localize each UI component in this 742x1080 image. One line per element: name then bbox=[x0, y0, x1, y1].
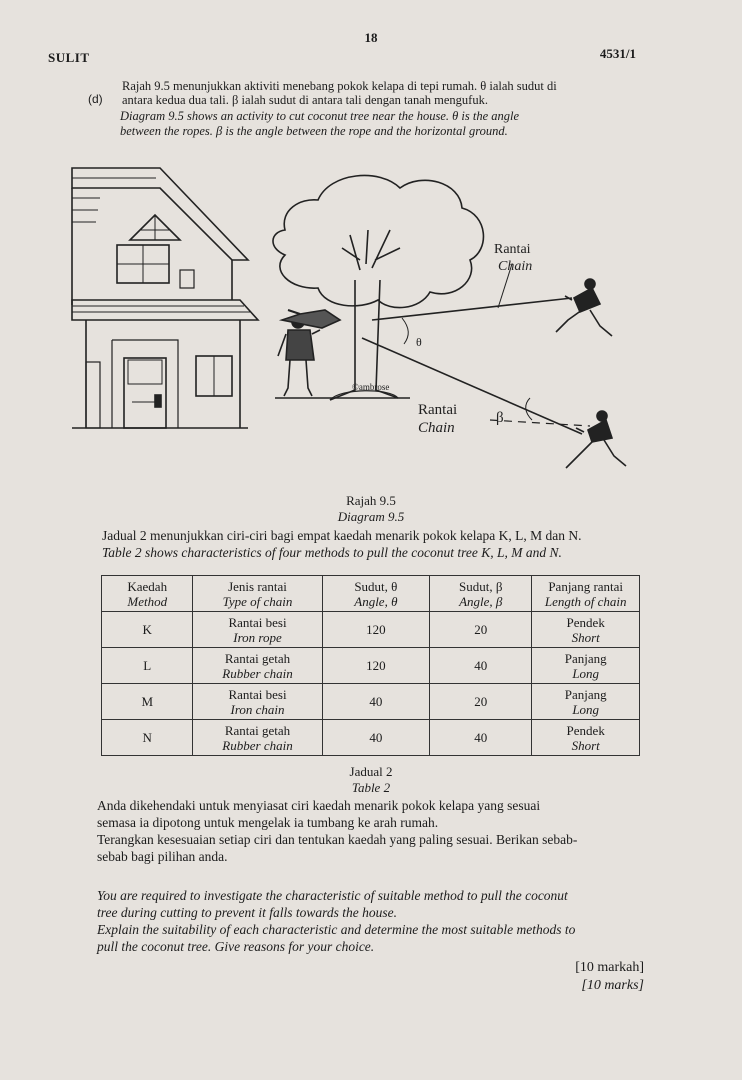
chain-malay: Rantai besi bbox=[228, 686, 287, 702]
intro-malay-line-1: Rajah 9.5 menunjukkan aktiviti menebang pokok kelapa di tepi rumah. θ ialah sudut di bbox=[122, 79, 557, 93]
instruction-english-line-2: tree during cutting to prevent it falls towards the house. bbox=[97, 905, 397, 920]
diagram-9-5 bbox=[0, 160, 742, 490]
beta-cell: 20 bbox=[430, 684, 532, 720]
table-row bbox=[102, 720, 640, 756]
diagram-caption-english: Diagram 9.5 bbox=[337, 509, 405, 524]
instruction-english-line-3: Explain the suitability of each characteristic and determine the most suitable methods to bbox=[97, 922, 576, 937]
beta-cell: 40 bbox=[430, 720, 532, 756]
marks-english: [10 marks] bbox=[581, 978, 644, 993]
lower-chain-label-malay: Rantai bbox=[418, 402, 458, 418]
chain-english: Rubber chain bbox=[222, 737, 293, 753]
tree-drawing bbox=[273, 176, 483, 401]
table-row bbox=[102, 612, 640, 648]
upper-chain-label-malay: Rantai bbox=[494, 242, 531, 257]
length-english: Long bbox=[572, 701, 600, 717]
theta-cell: 120 bbox=[322, 648, 430, 684]
length-cell bbox=[532, 720, 640, 756]
length-malay: Panjang bbox=[564, 650, 607, 666]
paper-code: 4531/1 bbox=[599, 46, 636, 61]
theta-cell: 40 bbox=[322, 684, 430, 720]
theta-label: θ bbox=[416, 335, 422, 349]
theta-cell: 40 bbox=[322, 720, 430, 756]
instruction-english-line-1: You are required to investigate the characteristic of suitable method to pull the coconut bbox=[97, 888, 568, 903]
chain-malay: Rantai besi bbox=[228, 614, 287, 630]
beta-cell: 40 bbox=[430, 648, 532, 684]
length-english: Short bbox=[571, 737, 600, 753]
table-row bbox=[102, 684, 640, 720]
instruction-malay-line-1: Anda dikehendaki untuk menyiasat ciri kaedah menarik pokok kelapa yang sesuai bbox=[97, 798, 541, 813]
length-malay: Pendek bbox=[566, 722, 605, 738]
method-cell: K bbox=[102, 612, 193, 648]
diagram-caption-malay: Rajah 9.5 bbox=[346, 493, 396, 508]
lumberjack-drawing bbox=[278, 310, 340, 396]
question-label: (d) bbox=[88, 92, 103, 106]
chain-type-cell bbox=[193, 648, 322, 684]
chain-english: Iron rope bbox=[233, 629, 282, 645]
length-cell bbox=[532, 648, 640, 684]
chain-type-cell bbox=[193, 684, 322, 720]
length-english: Short bbox=[571, 629, 600, 645]
header-method-english: Method bbox=[127, 593, 168, 609]
instruction-malay-line-3: Terangkan kesesuaian setiap ciri dan tentukan kaedah yang paling sesuai. Berikan sebab- bbox=[97, 832, 578, 847]
header-beta bbox=[430, 576, 532, 612]
header-method bbox=[102, 576, 193, 612]
table-header-row bbox=[102, 576, 640, 612]
header-length-malay: Panjang rantai bbox=[548, 578, 624, 594]
table-caption-malay: Jadual 2 bbox=[349, 764, 393, 779]
upper-chain-label-english: Chain bbox=[498, 259, 533, 274]
intro-malay-line-2: antara kedua dua tali. β ialah sudut di antara tali dengan tanah mengufuk. bbox=[122, 93, 488, 107]
method-cell: N bbox=[102, 720, 193, 756]
table-intro-malay: Jadual 2 menunjukkan ciri-ciri bagi empat kaedah menarik pokok kelapa K, L, M dan N. bbox=[102, 528, 582, 543]
header-theta bbox=[322, 576, 430, 612]
header-chain-type-malay: Jenis rantai bbox=[228, 578, 287, 594]
method-cell: L bbox=[102, 648, 193, 684]
header-theta-malay: Sudut, θ bbox=[354, 578, 398, 594]
copyright-label: ©ambrose bbox=[352, 382, 390, 392]
marks-malay: [10 markah] bbox=[575, 960, 644, 975]
length-cell bbox=[532, 684, 640, 720]
header-beta-malay: Sudut, β bbox=[459, 578, 503, 594]
instruction-english-line-4: pull the coconut tree. Give reasons for your choice. bbox=[97, 939, 375, 954]
header-length-english: Length of chain bbox=[544, 593, 627, 609]
instruction-malay-line-4: sebab bagi pilihan anda. bbox=[97, 849, 228, 864]
intro-english-line-2: between the ropes. β is the angle between the rope and the horizontal ground. bbox=[120, 124, 508, 138]
table-caption-english: Table 2 bbox=[351, 780, 391, 795]
lower-chain-label-english: Chain bbox=[418, 420, 455, 436]
length-english: Long bbox=[572, 665, 600, 681]
theta-cell: 120 bbox=[322, 612, 430, 648]
puller-figures bbox=[556, 279, 626, 468]
chain-type-cell bbox=[193, 612, 322, 648]
length-malay: Panjang bbox=[564, 686, 607, 702]
table-intro-english: Table 2 shows characteristics of four methods to pull the coconut tree K, L, M and N. bbox=[102, 545, 562, 560]
chain-english: Iron chain bbox=[230, 701, 285, 717]
table-row bbox=[102, 648, 640, 684]
classification-label: SULIT bbox=[48, 50, 90, 65]
chain-malay: Rantai getah bbox=[224, 650, 291, 666]
method-cell: M bbox=[102, 684, 193, 720]
page-number: 18 bbox=[364, 30, 378, 45]
beta-label: β bbox=[496, 410, 504, 426]
header-length bbox=[532, 576, 640, 612]
length-malay: Pendek bbox=[566, 614, 605, 630]
header-chain-type bbox=[193, 576, 322, 612]
chain-english: Rubber chain bbox=[222, 665, 293, 681]
header-chain-type-english: Type of chain bbox=[222, 593, 293, 609]
instruction-malay-line-2: semasa ia dipotong untuk mengelak ia tumbang ke arah rumah. bbox=[97, 815, 439, 830]
methods-table bbox=[101, 575, 640, 756]
ropes-drawing bbox=[362, 264, 590, 434]
intro-english-line-1: Diagram 9.5 shows an activity to cut coconut tree near the house. θ is the angle bbox=[120, 109, 520, 123]
beta-cell: 20 bbox=[430, 612, 532, 648]
header-beta-english: Angle, β bbox=[459, 593, 503, 609]
length-cell bbox=[532, 612, 640, 648]
header-theta-english: Angle, θ bbox=[354, 593, 398, 609]
header-method-malay: Kaedah bbox=[127, 578, 168, 594]
chain-malay: Rantai getah bbox=[224, 722, 291, 738]
house-drawing bbox=[72, 168, 258, 428]
chain-type-cell bbox=[193, 720, 322, 756]
